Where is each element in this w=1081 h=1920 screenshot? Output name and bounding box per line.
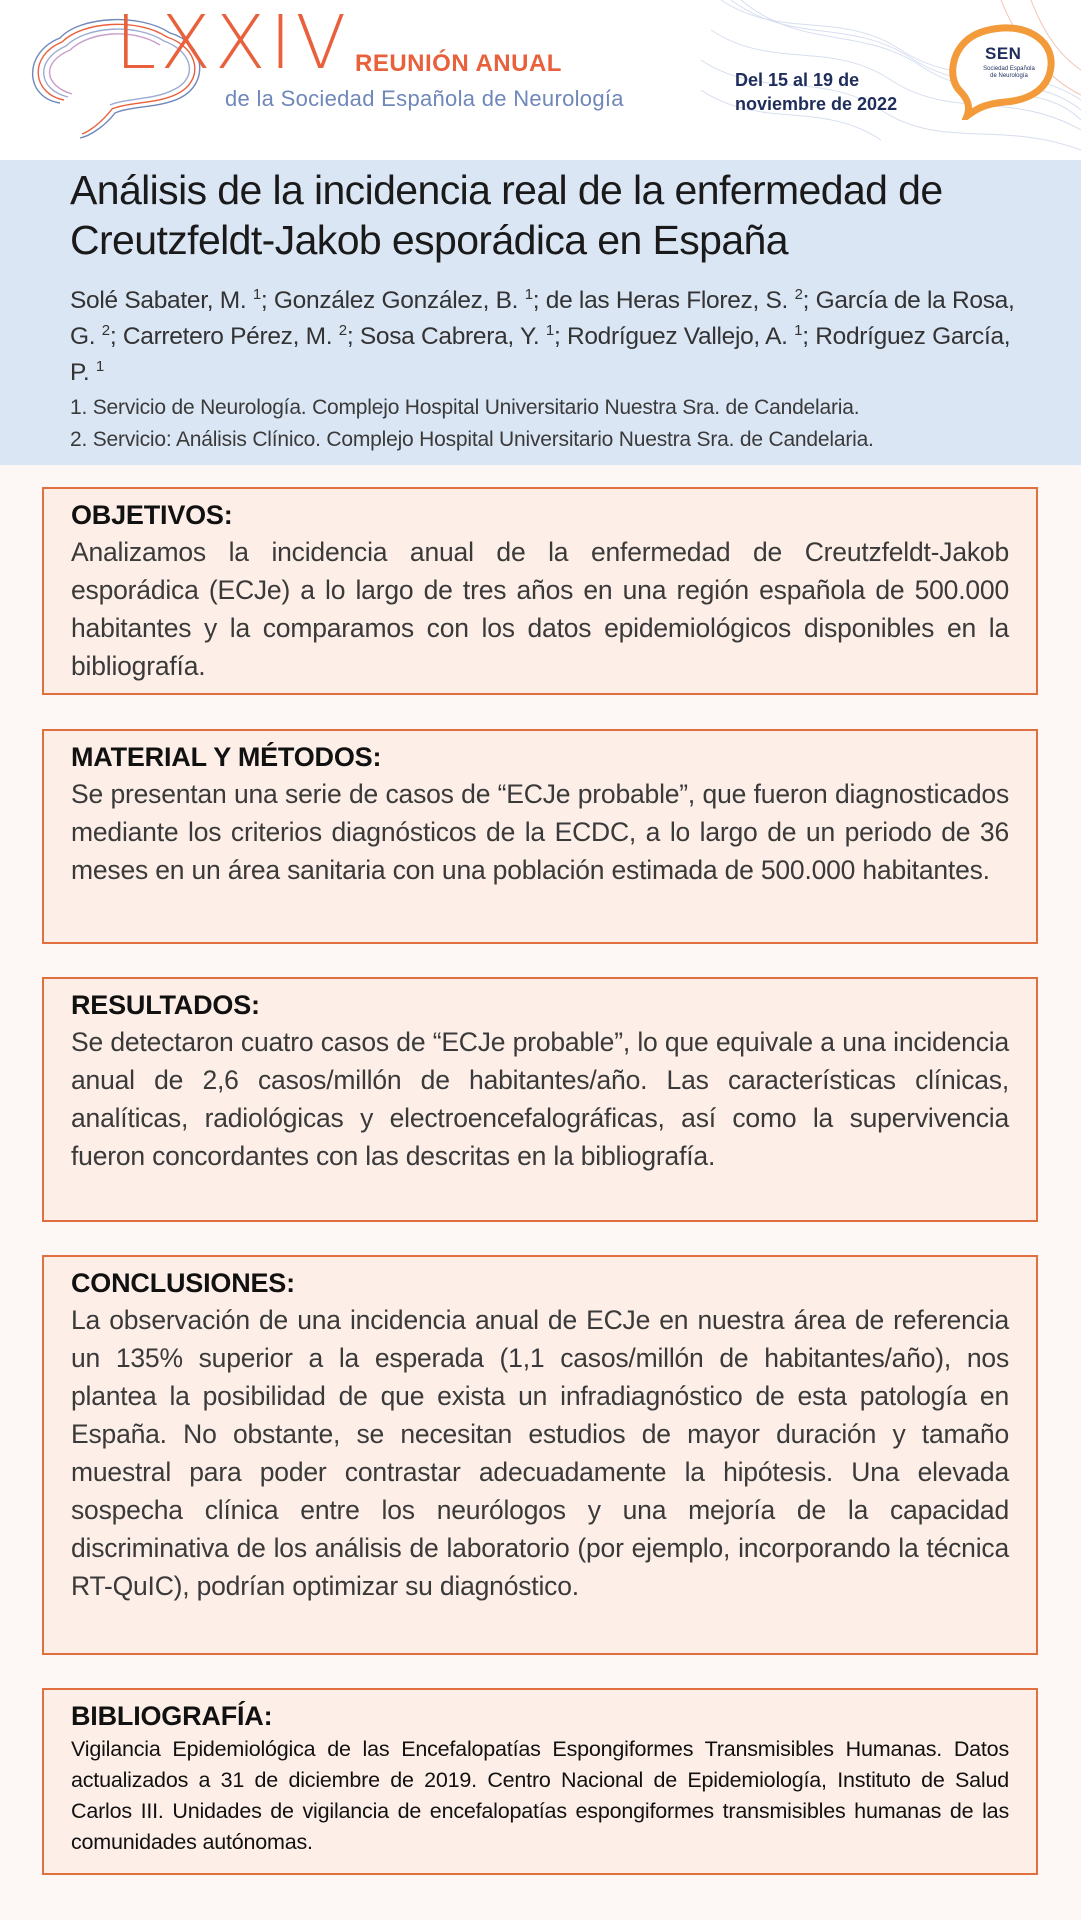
section-body: Se presentan una serie de casos de “ECJe probable”, que fueron diagnosticados mediante los criterios diagnósticos de la ECDC, a lo largo de un periodo de 36 meses en un área sanitaria con una población estimada de 500.000 habitantes. xyxy=(71,779,1009,885)
affiliation-2: 2. Servicio: Análisis Clínico. Complejo Hospital Universitario Nuestra Sra. de Candelaria. xyxy=(70,428,874,451)
author-name: Carretero Pérez, M. xyxy=(122,323,339,350)
paper-title: Análisis de la incidencia real de la enfermedad de Creutzfeldt-Jakob esporádica en España xyxy=(70,167,943,263)
author-name: Solé Sabater, M. xyxy=(70,287,253,314)
author-name: García de la Rosa, G. xyxy=(70,287,1015,350)
section-material-metodos xyxy=(42,729,1038,944)
author-affiliation-mark: 2 xyxy=(794,286,803,303)
author-affiliation-mark: 1 xyxy=(545,322,554,339)
author-affiliation-mark: 1 xyxy=(524,286,533,303)
section-body: Vigilancia Epidemiológica de las Encefalopatías Espongiformes Transmisibles Humanas. Datos actualizados a 31 de diciembre de 2019. Centro Nacional de Epidemiología, Instituto de Salud Carlos III. Unidades de vigilancia de encefalopatías espongiformes transmisibles humanas de las comunidades autónomas. xyxy=(71,1737,1009,1854)
dates-line-1: Del 15 al 19 de xyxy=(735,70,860,90)
meeting-name: REUNIÓN ANUAL xyxy=(355,50,562,77)
section-heading: BIBLIOGRAFÍA: xyxy=(71,1701,273,1731)
author-affiliation-mark: 1 xyxy=(252,286,261,303)
section-heading: RESULTADOS: xyxy=(71,990,260,1020)
author-name: González González, B. xyxy=(273,287,525,314)
section-heading: MATERIAL Y MÉTODOS: xyxy=(71,742,382,772)
author-name: de las Heras Florez, S. xyxy=(545,287,795,314)
author-name: Rodríguez Vallejo, A. xyxy=(566,323,795,350)
section-objetivos xyxy=(42,487,1038,695)
author-affiliation-mark: 1 xyxy=(95,358,104,375)
sen-logo-subtext: Sociedad Española de Neurología xyxy=(983,66,1035,79)
society-name: de la Sociedad Española de Neurología xyxy=(225,86,624,111)
author-affiliation-mark: 2 xyxy=(338,322,347,339)
dates-line-2: noviembre de 2022 xyxy=(735,94,898,114)
section-conclusiones xyxy=(42,1255,1038,1655)
author-list: Solé Sabater, M. $^1$; González González, B. $^1$; de las Heras Florez, S. $^2$; García de la Rosa, G. $^2$; Carretero Pérez, M. $^2$; Sosa Cabrera, Y. $^1$; Rodríguez Vallejo, A. $^1$; Rodríguez García, P. $^1$ xyxy=(70,286,1015,386)
author-affiliation-mark: 1 xyxy=(794,322,803,339)
section-heading: CONCLUSIONES: xyxy=(71,1268,295,1298)
section-resultados xyxy=(42,977,1038,1222)
section-body: Se detectaron cuatro casos de “ECJe probable”, lo que equivale a una incidencia anual de 2,6 casos/millón de habitantes/año. Las características clínicas, analíticas, radiológicas y electroencefalográficas, así como la supervivencia fueron concordantes con las descritas en la bibliografía. xyxy=(71,1027,1009,1171)
congress-banner xyxy=(0,0,1081,160)
section-body: La observación de una incidencia anual de ECJe en nuestra área de referencia un 135% superior a la esperada (1,1 casos/millón de habitantes/año), nos plantea la posibilidad de que exista un infradiagnóstico de esta patología en España. No obstante, se necesitan estudios de mayor duración y tamaño muestral para poder contrastar adecuadamente la hipótesis. Una elevada sospecha clínica entre los neurólogos y una mejoría de la capacidad discriminativa de los análisis de laboratorio (por ejemplo, incorporando la técnica RT-QuIC), podrían optimizar su diagnóstico. xyxy=(71,1305,1009,1601)
sen-logo-text: SEN xyxy=(985,44,1022,63)
section-bibliografia xyxy=(42,1688,1038,1875)
section-heading: OBJETIVOS: xyxy=(71,500,233,530)
author-affiliation-mark: 2 xyxy=(101,322,110,339)
event-dates xyxy=(735,68,897,116)
section-body: Analizamos la incidencia anual de la enfermedad de Creutzfeldt-Jakob esporádica (ECJe) a lo largo de tres años en una región española de 500.000 habitantes y la comparamos con los datos epidemiológicos disponibles en la bibliografía. xyxy=(71,537,1009,681)
author-name: Sosa Cabrera, Y. xyxy=(359,323,546,350)
affiliation-1: 1. Servicio de Neurología. Complejo Hospital Universitario Nuestra Sra. de Candelaria. xyxy=(70,396,860,419)
author-name: Rodríguez García, P. xyxy=(70,323,1011,386)
edition-number: LXXIV xyxy=(115,0,351,86)
